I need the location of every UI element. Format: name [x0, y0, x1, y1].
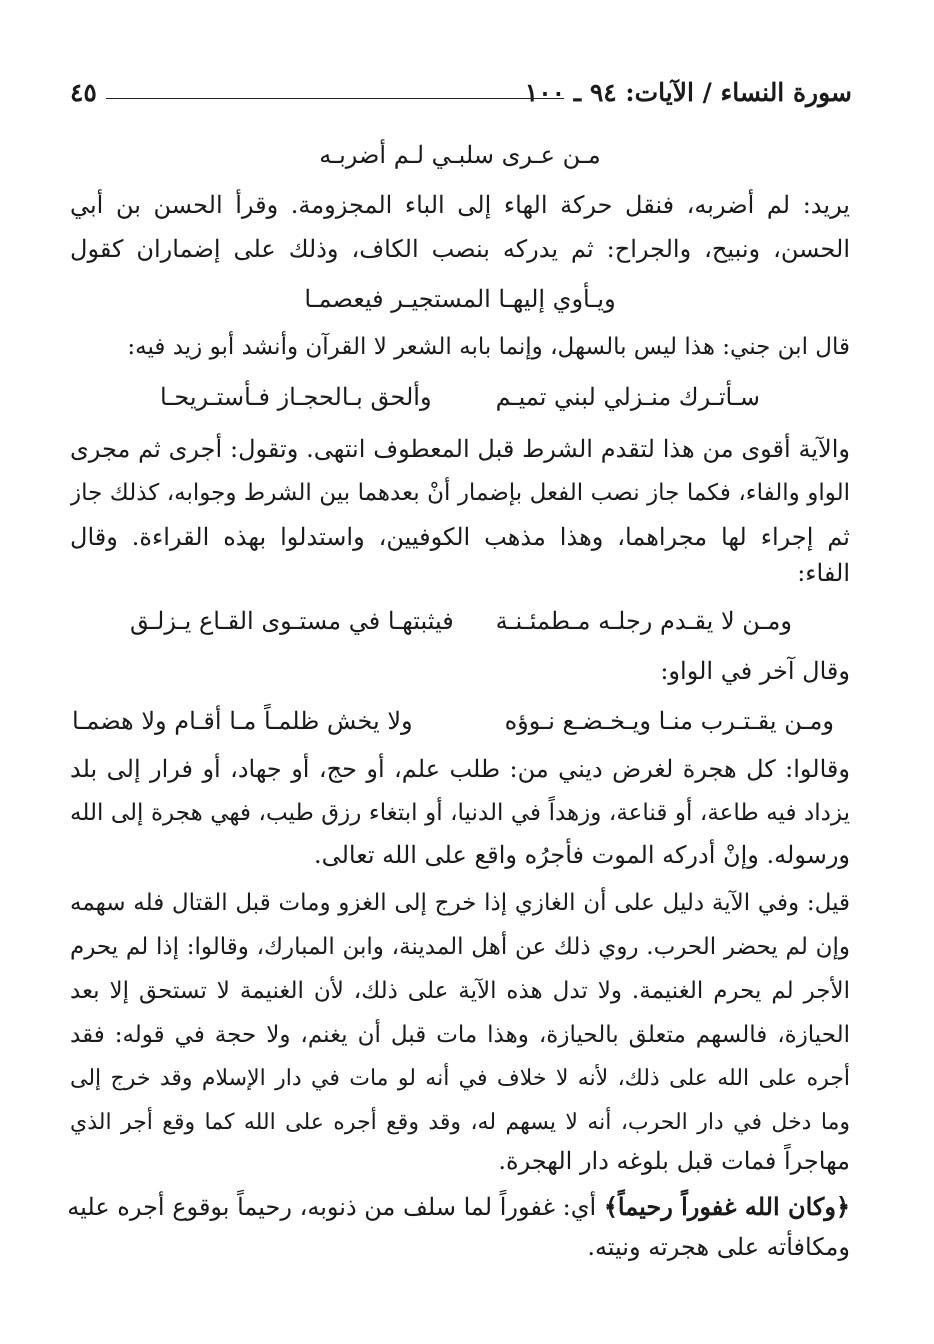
page-number: ٤٥	[70, 78, 97, 107]
header-rule	[106, 98, 564, 99]
quran-commentary-line	[67, 1190, 850, 1224]
paragraph-line: مهاجراً فمات قبل بلوغه دار الهجرة.	[498, 1147, 850, 1175]
paragraph-line: أجره على الله على ذلك، لأنه لا خلاف في أنه لو مات في دار الإسلام وقد خرج إلى	[70, 1066, 850, 1091]
verse-second-hemistich: ولا يخش ظلمـاً مـا أقـام ولا هضمـا	[72, 707, 413, 735]
paragraph-line: وقال آخر في الواو:	[660, 657, 850, 685]
verse-line: ويـأوي إليهـا المستجيـر فيعصمـا	[304, 285, 616, 313]
verse-first-hemistich: ومـن لا يقـدم رجلـه مـطمئـنـة	[495, 607, 792, 635]
paragraph-line: قال ابن جني: هذا ليس بالسهل، وإنما بابه الشعر لا القرآن وأنشد أبو زيد فيه:	[127, 334, 850, 360]
quran-quote: ﴿وكان الله غفوراً رحيماً﴾	[603, 1192, 850, 1221]
paragraph-line: الفاء:	[797, 559, 850, 587]
paragraph-line: قيل: وفي الآية دليل على أن الغازي إذا خرج إلى الغزو ومات قبل القتال فله سهمه	[70, 890, 850, 916]
paragraph-line: الأجر لم يحرم الغنيمة. ولا تدل هذه الآية على ذلك، لأن الغنيمة لا تستحق إلا بعد	[70, 978, 850, 1004]
paragraph-line: وما دخل في دار الحرب، أنه لا يسهم له، وقد وقع أجره على الله كما وقع أجر الذي	[70, 1110, 850, 1135]
paragraph-line: وقالوا: كل هجرة لغرض ديني من: طلب علم، أو حج، أو جهاد، أو فرار إلى بلد	[70, 755, 850, 783]
verse-second-hemistich: فيثبتهـا في مستـوى القـاع يـزلـق	[130, 607, 454, 635]
paragraph-line: يريد: لم أضربه، فنقل حركة الهاء إلى الباء المجزومة. وقرأ الحسن بن أبي	[70, 191, 850, 219]
paragraph-line: ثم إجراء لها مجراهما، وهذا مذهب الكوفيين، واستدلوا بهذه القراءة. وقال	[70, 523, 850, 551]
paragraph-line: الواو والفاء، فكما جاز نصب الفعل بإضمار أنْ بعدهما بين الشرط وجوابه، كذلك جاز	[70, 480, 850, 506]
verse-first-hemistich: سـأتـرك منـزلي لبني تميـم	[495, 383, 760, 411]
verse-line: مـن عـرى سلبـي لـم أضربـه	[319, 141, 601, 169]
commentary-text: أي: غفوراً لما سلف من ذنوبه، رحيماً بوقوع أجره عليه	[67, 1193, 597, 1221]
running-header	[70, 72, 852, 112]
paragraph-line: ورسوله. وإنْ أدركه الموت فأجرُه واقع على الله تعالى.	[313, 841, 850, 869]
verse-second-hemistich: وألحق بـالحجـاز فـأستـريحـا	[160, 383, 432, 411]
paragraph-line: الحسن، ونبيح، والجراح: ثم يدركه بنصب الكاف، وذلك على إضماران كقول	[70, 235, 850, 263]
paragraph-line: ومكافأته على هجرته ونيته.	[587, 1233, 850, 1261]
paragraph-line: الحيازة، فالسهم متعلق بالحيازة، وهذا مات قبل أن يغنم، ولا حجة في قوله: فقد	[70, 1022, 850, 1048]
paragraph-line: يزداد فيه طاعة، أو قناعة، وزهداً في الدنيا، أو ابتغاء رزق طيب، فهي هجرة إلى الله	[70, 800, 850, 826]
paragraph-line: والآية أقوى من هذا لتقدم الشرط قبل المعطوف انتهى. وتقول: أجرى ثم مجرى	[70, 435, 850, 463]
header-title: سورة النساء / الآيات: ٩٤ ـ ١٠٠	[524, 78, 852, 107]
verse-first-hemistich: ومـن يقـتـرب منـا ويـخـضـع نـوؤه	[504, 707, 834, 735]
paragraph-line: وإن لم يحضر الحرب. روي ذلك عن أهل المدينة، وابن المبارك، وقالوا: إذا لم يحرم	[70, 934, 850, 960]
